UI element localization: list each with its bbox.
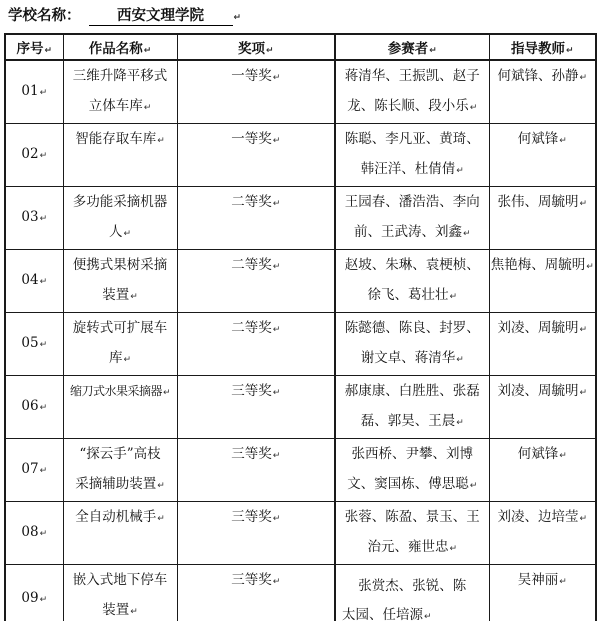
column-header-serial	[5, 34, 63, 60]
table-row	[5, 187, 596, 250]
column-header-label: 作品名称	[88, 41, 143, 57]
serial-cell	[5, 376, 63, 439]
paragraph-mark-icon: ↵	[272, 451, 281, 461]
teachers-cell	[489, 60, 596, 124]
paragraph-mark-icon: ↵	[456, 355, 464, 365]
paragraph-mark-icon: ↵	[39, 529, 48, 539]
award-cell	[177, 376, 335, 439]
text-line: 08↵	[21, 524, 48, 540]
paragraph-mark-icon: ↵	[233, 13, 242, 23]
work-name-cell	[63, 439, 177, 502]
text-line: 人↵	[108, 224, 132, 240]
teachers-cell	[489, 250, 596, 313]
text-line: 01↵	[21, 83, 48, 99]
text-line: 张西桥、尹攀、刘博	[351, 446, 473, 462]
paragraph-mark-icon: ↵	[157, 481, 165, 491]
teachers-cell	[489, 313, 596, 376]
text-line: 二等奖↵	[231, 194, 281, 210]
text-line: 一等奖↵	[231, 68, 281, 84]
text-line: 焦艳梅、周毓明↵	[490, 257, 594, 273]
paragraph-mark-icon: ↵	[272, 199, 281, 209]
paragraph-mark-icon: ↵	[272, 514, 281, 524]
text-line: 张伟、周毓明↵	[497, 194, 588, 210]
paragraph-mark-icon: ↵	[579, 73, 588, 83]
text-line: 文、窦国栋、傅思聪↵	[347, 476, 478, 492]
paragraph-mark-icon: ↵	[130, 607, 138, 617]
column-header-teachers	[489, 34, 596, 60]
work-name-cell	[63, 250, 177, 313]
column-header-award	[177, 34, 335, 60]
awards-table	[4, 33, 597, 621]
teachers-cell	[489, 439, 596, 502]
paragraph-mark-icon: ↵	[157, 514, 165, 524]
text-line: 陈聪、李凡亚、黄琦、	[344, 131, 480, 147]
paragraph-mark-icon: ↵	[265, 46, 274, 56]
paragraph-mark-icon: ↵	[123, 229, 132, 239]
column-header-label: 指导教师	[510, 41, 565, 57]
work-name-cell	[63, 60, 177, 124]
text-line: 09↵	[21, 589, 48, 606]
participants-cell	[335, 250, 489, 313]
participants-cell	[335, 502, 489, 565]
award-cell	[177, 565, 335, 621]
award-cell	[177, 439, 335, 502]
award-cell	[177, 250, 335, 313]
text-line: 02↵	[21, 146, 48, 162]
teachers-cell	[489, 565, 596, 621]
paragraph-mark-icon: ↵	[579, 388, 588, 398]
column-header-participants	[335, 34, 489, 60]
text-line: 三等奖↵	[231, 383, 281, 399]
serial-cell	[5, 565, 63, 621]
table-row	[5, 250, 596, 313]
paragraph-mark-icon: ↵	[272, 325, 281, 335]
paragraph-mark-icon: ↵	[559, 577, 567, 587]
work-name-cell	[63, 565, 177, 621]
teachers-cell	[489, 187, 596, 250]
text-line: 06↵	[21, 398, 48, 414]
table-row	[5, 376, 596, 439]
header-row	[5, 34, 596, 60]
award-cell	[177, 187, 335, 250]
text-line: 嵌入式地下停车	[72, 572, 168, 588]
text-line: 何斌锋↵	[517, 446, 567, 462]
paragraph-mark-icon: ↵	[44, 46, 53, 56]
serial-cell	[5, 124, 63, 187]
text-line: 装置↵	[102, 602, 138, 618]
participants-cell	[335, 124, 489, 187]
text-line: 张赏杰、张锐、陈	[358, 578, 467, 594]
serial-cell	[5, 250, 63, 313]
text-line: 采摘辅助装置↵	[75, 476, 165, 492]
paragraph-mark-icon: ↵	[449, 544, 458, 554]
participants-cell	[335, 376, 489, 439]
text-line: 刘凌、周毓明↵	[497, 383, 588, 399]
paragraph-mark-icon: ↵	[157, 136, 165, 146]
participants-cell	[335, 439, 489, 502]
text-line: 刘凌、周毓明↵	[497, 320, 588, 336]
text-line: 张蓉、陈盈、景玉、王	[344, 509, 480, 525]
paragraph-mark-icon: ↵	[424, 612, 432, 621]
paragraph-mark-icon: ↵	[39, 340, 48, 350]
paragraph-mark-icon: ↵	[272, 577, 281, 587]
paragraph-mark-icon: ↵	[579, 514, 588, 524]
paragraph-mark-icon: ↵	[469, 103, 478, 113]
text-line: 赵坡、朱琳、袁梗桢、	[344, 257, 480, 273]
text-line: 刘凌、边培莹↵	[497, 509, 588, 525]
paragraph-mark-icon: ↵	[143, 103, 152, 113]
text-line: 郝康康、白胜胜、张磊	[344, 383, 480, 399]
text-line: 谢文卓、蒋清华↵	[360, 350, 464, 366]
text-line: 三等奖↵	[231, 572, 281, 588]
award-cell	[177, 60, 335, 124]
text-line: 治元、雍世忠↵	[367, 539, 458, 555]
award-cell	[177, 124, 335, 187]
paragraph-mark-icon: ↵	[462, 229, 471, 239]
text-line: 龙、陈长顺、段小乐↵	[347, 98, 478, 114]
serial-cell	[5, 187, 63, 250]
text-line: 一等奖↵	[231, 131, 281, 147]
text-line: 磊、郭昊、王晨↵	[360, 413, 464, 429]
paragraph-mark-icon: ↵	[39, 151, 48, 161]
work-name-cell	[63, 313, 177, 376]
text-line: 何斌锋↵	[517, 131, 567, 147]
column-header-work-name	[63, 34, 177, 60]
table-row	[5, 502, 596, 565]
paragraph-mark-icon: ↵	[469, 481, 478, 491]
text-line: 三等奖↵	[231, 446, 281, 462]
text-line: 太园、任培源↵	[342, 607, 432, 621]
school-name-label: 学校名称：	[8, 7, 81, 24]
paragraph-mark-icon: ↵	[272, 388, 281, 398]
paragraph-mark-icon: ↵	[123, 355, 132, 365]
paragraph-mark-icon: ↵	[429, 46, 437, 56]
paragraph-mark-icon: ↵	[272, 73, 281, 83]
school-name-value	[89, 4, 233, 26]
serial-cell	[5, 313, 63, 376]
text-line: 三等奖↵	[231, 509, 281, 525]
paragraph-mark-icon: ↵	[456, 418, 464, 428]
text-line: 二等奖↵	[231, 320, 281, 336]
text-line: 07↵	[21, 461, 48, 477]
paragraph-mark-icon: ↵	[39, 214, 48, 224]
paragraph-mark-icon: ↵	[579, 325, 588, 335]
column-header-label: 序号	[16, 41, 44, 57]
text-line: 旋转式可扩展车	[72, 320, 168, 336]
table-row	[5, 60, 596, 124]
text-line: 三维升降平移式	[72, 68, 168, 84]
text-line: 韩汪洋、杜倩倩↵	[360, 161, 464, 177]
award-cell	[177, 502, 335, 565]
text-line: “探云手”高枝	[79, 446, 161, 462]
text-line: 05↵	[21, 335, 48, 351]
paragraph-mark-icon: ↵	[559, 451, 567, 461]
school-name-text: 西安文理学院	[117, 7, 204, 24]
column-header-label: 参赛者	[387, 41, 429, 57]
paragraph-mark-icon: ↵	[456, 166, 464, 176]
paragraph-mark-icon: ↵	[449, 292, 458, 302]
participants-cell	[335, 313, 489, 376]
text-line: 立体车库↵	[88, 98, 152, 114]
paragraph-mark-icon: ↵	[39, 88, 48, 98]
text-line: 前、王武涛、刘鑫↵	[353, 224, 471, 240]
text-line: 陈懿德、陈良、封罗、	[344, 320, 480, 336]
text-line: 智能存取车库↵	[75, 131, 165, 147]
serial-cell	[5, 60, 63, 124]
column-header-label: 奖项	[237, 41, 265, 57]
paragraph-mark-icon: ↵	[586, 262, 594, 272]
participants-cell	[335, 60, 489, 124]
participants-cell	[335, 565, 489, 621]
participants-cell	[335, 187, 489, 250]
award-cell	[177, 313, 335, 376]
text-line: 全自动机械手↵	[75, 509, 165, 525]
teachers-cell	[489, 502, 596, 565]
text-line: 便携式果树采摘	[72, 257, 168, 273]
paragraph-mark-icon: ↵	[143, 46, 152, 56]
work-name-cell	[63, 187, 177, 250]
text-line: 徐飞、葛壮壮↵	[367, 287, 458, 303]
paragraph-mark-icon: ↵	[579, 199, 588, 209]
text-line: 04↵	[21, 272, 48, 288]
text-line: 缩刀式水果采摘器↵	[69, 384, 171, 398]
serial-cell	[5, 439, 63, 502]
table-row	[5, 565, 596, 621]
teachers-cell	[489, 376, 596, 439]
paragraph-mark-icon: ↵	[272, 262, 281, 272]
text-line: 王园春、潘浩浩、李向	[344, 194, 480, 210]
paragraph-mark-icon: ↵	[130, 292, 138, 302]
serial-cell	[5, 502, 63, 565]
school-name-line	[8, 4, 241, 26]
paragraph-mark-icon: ↵	[162, 388, 171, 398]
work-name-cell	[63, 376, 177, 439]
teachers-cell	[489, 124, 596, 187]
text-line: 何斌锋、孙静↵	[497, 68, 588, 84]
table-row	[5, 313, 596, 376]
paragraph-mark-icon: ↵	[39, 466, 48, 476]
paragraph-mark-icon: ↵	[565, 46, 574, 56]
table-row	[5, 124, 596, 187]
text-line: 库↵	[108, 350, 132, 366]
text-line: 多功能采摘机器	[72, 194, 168, 210]
paragraph-mark-icon: ↵	[272, 136, 281, 146]
table-row	[5, 439, 596, 502]
text-line: 吴神丽↵	[517, 572, 567, 588]
text-line: 03↵	[21, 209, 48, 225]
text-line: 二等奖↵	[231, 257, 281, 273]
work-name-cell	[63, 502, 177, 565]
text-line: 蒋清华、王振凯、赵子	[344, 68, 480, 84]
paragraph-mark-icon: ↵	[559, 136, 567, 146]
paragraph-mark-icon: ↵	[39, 403, 48, 413]
paragraph-mark-icon: ↵	[39, 277, 48, 287]
paragraph-mark-icon: ↵	[39, 594, 48, 605]
work-name-cell	[63, 124, 177, 187]
text-line: 装置↵	[102, 287, 138, 303]
